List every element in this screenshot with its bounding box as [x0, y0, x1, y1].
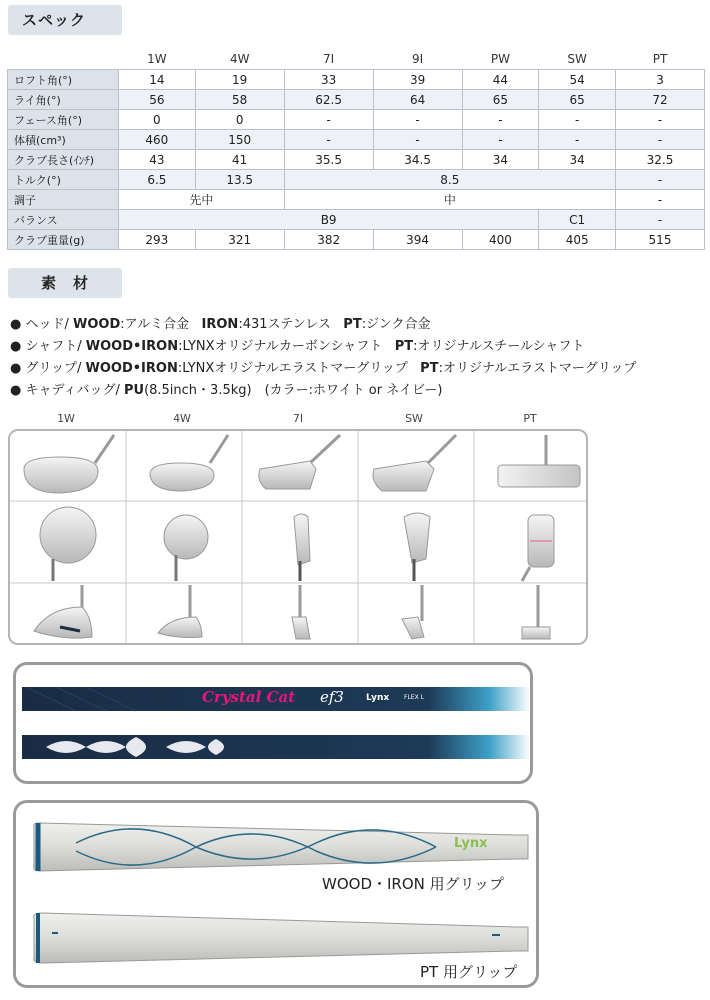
table-cell: 54	[539, 70, 616, 90]
table-cell: 3	[616, 70, 705, 90]
row-length	[8, 150, 705, 170]
driver-face-view	[24, 435, 114, 493]
table-cell: 0	[195, 110, 284, 130]
col-sw: SW	[567, 51, 587, 66]
table-cell: 405	[539, 230, 616, 250]
row-label: ライ角(°)	[8, 90, 119, 110]
table-cell: 中	[284, 190, 615, 210]
table-cell: 35.5	[284, 150, 373, 170]
table-cell: -	[462, 130, 539, 150]
material-section-title: 素 材	[8, 268, 122, 298]
spec-header-row	[8, 48, 705, 70]
table-cell: -	[539, 110, 616, 130]
table-cell: 14	[119, 70, 196, 90]
row-label: 調子	[8, 190, 119, 210]
row-face-angle	[8, 110, 705, 130]
driver-top-view	[40, 507, 96, 581]
row-label: 体積(cm³)	[8, 130, 119, 150]
table-cell: 62.5	[284, 90, 373, 110]
table-cell: 0	[119, 110, 196, 130]
list-item: ● シャフト/ WOOD•IRON:LYNXオリジナルカーボンシャフト PT:オリジナルスチールシャフト	[10, 339, 585, 354]
shaft-flex: FLEX L	[404, 694, 424, 701]
head-label: SW	[405, 412, 423, 425]
wood-iron-grip-caption: WOOD・IRON 用グリップ	[322, 875, 505, 893]
col-pw: PW	[490, 51, 510, 66]
col-9i: 9I	[412, 51, 424, 66]
row-kickpoint	[8, 190, 705, 210]
table-cell: 65	[462, 90, 539, 110]
row-volume	[8, 130, 705, 150]
club-head-images	[10, 431, 588, 645]
table-cell: 150	[195, 130, 284, 150]
row-label: バランス	[8, 210, 119, 230]
fairway-wood-top-view	[164, 515, 208, 581]
iron-7-side-view	[292, 585, 310, 639]
table-cell: 32.5	[616, 150, 705, 170]
col-pt: PT	[652, 51, 668, 66]
row-torque	[8, 170, 705, 190]
fairway-wood-face-view	[150, 435, 228, 491]
spec-table	[7, 48, 705, 250]
table-cell: 400	[462, 230, 539, 250]
row-weight	[8, 230, 705, 250]
table-cell: -	[284, 110, 373, 130]
table-cell: 34.5	[373, 150, 462, 170]
shaft-images	[16, 665, 530, 781]
putter-grip	[34, 913, 528, 963]
table-cell: 65	[539, 90, 616, 110]
iron-7-face-view	[259, 435, 340, 489]
table-cell: 44	[462, 70, 539, 90]
table-cell: 13.5	[195, 170, 284, 190]
table-cell: -	[539, 130, 616, 150]
shaft-model: ef3	[320, 688, 344, 706]
table-cell: -	[616, 210, 705, 230]
bullet-icon: ●	[10, 383, 22, 398]
table-cell: 6.5	[119, 170, 196, 190]
head-label: PT	[523, 412, 537, 425]
table-cell: 321	[195, 230, 284, 250]
driver-side-view	[34, 585, 92, 638]
pt-grip-caption: PT 用グリップ	[420, 963, 518, 981]
bullet-icon: ●	[10, 339, 22, 354]
col-7i: 7I	[323, 51, 335, 66]
row-loft	[8, 70, 705, 90]
table-cell: -	[462, 110, 539, 130]
list-item: ● グリップ/ WOOD•IRON:LYNXオリジナルエラストマーグリップ PT:オリジナルエラストマーグリップ	[10, 361, 637, 376]
row-label: クラブ重量(g)	[8, 230, 119, 250]
table-cell: 43	[119, 150, 196, 170]
wedge-side-view	[402, 585, 424, 639]
list-item: ● キャディバッグ/ PU(8.5inch・3.5kg) (カラー:ホワイト or ネイビー)	[10, 383, 443, 398]
table-cell: 33	[284, 70, 373, 90]
row-label: クラブ長さ(ｲﾝﾁ)	[8, 150, 119, 170]
material-list	[10, 314, 636, 402]
table-cell: 72	[616, 90, 705, 110]
grip-logo: Lynx	[454, 836, 488, 851]
table-cell: 460	[119, 130, 196, 150]
row-balance	[8, 210, 705, 230]
table-cell: 8.5	[284, 170, 615, 190]
row-label: トルク(°)	[8, 170, 119, 190]
table-cell: 58	[195, 90, 284, 110]
shaft-brand-logo: Crystal Cat	[202, 688, 296, 706]
grip-photo-panel	[13, 800, 539, 988]
table-cell: 293	[119, 230, 196, 250]
row-label: ロフト角(°)	[8, 70, 119, 90]
putter-top-view	[522, 515, 554, 581]
table-cell: -	[616, 130, 705, 150]
table-cell: 41	[195, 150, 284, 170]
col-1w: 1W	[147, 51, 167, 66]
fairway-wood-side-view	[158, 585, 202, 638]
table-cell: -	[616, 110, 705, 130]
head-label: 4W	[173, 412, 191, 425]
table-cell: -	[284, 130, 373, 150]
list-item: ● ヘッド/ WOOD:アルミ合金 IRON:431ステンレス PT:ジンク合金	[10, 317, 431, 332]
putter-face-view	[498, 435, 580, 487]
table-cell: 64	[373, 90, 462, 110]
iron-7-top-view	[294, 514, 310, 581]
shaft-photo-panel	[13, 662, 533, 784]
head-label: 1W	[57, 412, 75, 425]
table-cell: -	[373, 130, 462, 150]
wedge-face-view	[373, 435, 456, 491]
table-cell: C1	[539, 210, 616, 230]
row-label: フェース角(°)	[8, 110, 119, 130]
grip-images	[16, 803, 536, 985]
shaft-maker-logo: Lynx	[366, 693, 390, 703]
table-cell: 39	[373, 70, 462, 90]
table-cell: -	[616, 170, 705, 190]
table-cell: 19	[195, 70, 284, 90]
table-cell: -	[616, 190, 705, 210]
col-4w: 4W	[229, 51, 250, 66]
club-head-photo-grid	[8, 429, 588, 645]
bullet-icon: ●	[10, 317, 22, 332]
table-cell: 515	[616, 230, 705, 250]
table-cell: 56	[119, 90, 196, 110]
row-lie	[8, 90, 705, 110]
wedge-top-view	[404, 513, 430, 581]
table-cell: 382	[284, 230, 373, 250]
head-label: 7I	[292, 412, 304, 425]
table-cell: B9	[119, 210, 539, 230]
table-cell: 34	[462, 150, 539, 170]
table-cell: 先中	[119, 190, 285, 210]
putter-side-view	[522, 585, 550, 639]
table-cell: -	[373, 110, 462, 130]
spec-section-title: スペック	[8, 5, 122, 35]
table-cell: 34	[539, 150, 616, 170]
table-cell: 394	[373, 230, 462, 250]
bullet-icon: ●	[10, 361, 22, 376]
